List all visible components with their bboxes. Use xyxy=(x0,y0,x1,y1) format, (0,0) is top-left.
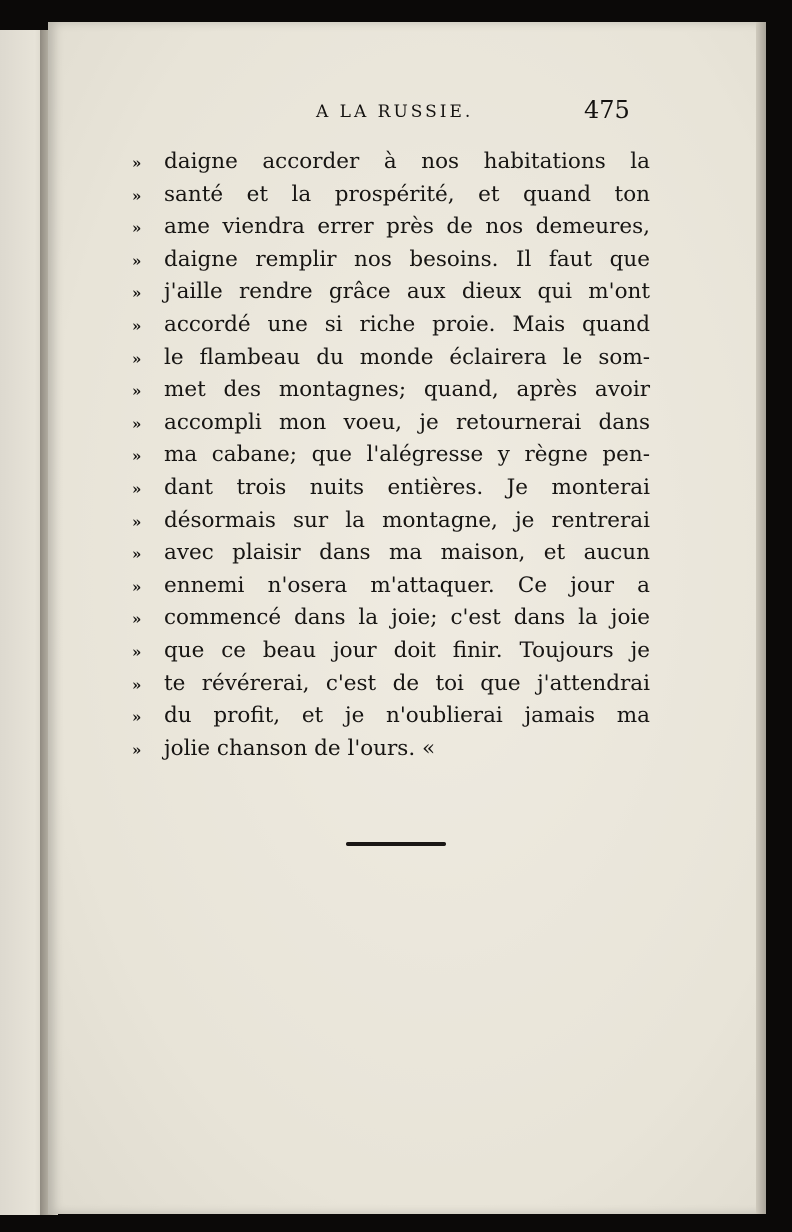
line-text: désormais sur la montagne, je rentrerai xyxy=(164,507,650,533)
text-line xyxy=(128,407,648,440)
text-line xyxy=(128,276,648,309)
quotation-mark: » xyxy=(132,414,142,433)
line-text: accordé une si riche proie. Mais quand xyxy=(164,311,650,337)
quotation-mark: » xyxy=(132,545,142,564)
line-text: ame viendra errer près de nos demeures, xyxy=(164,214,650,240)
quotation-mark: » xyxy=(132,186,142,205)
quotation-mark: » xyxy=(132,610,142,629)
text-line xyxy=(128,700,648,733)
quotation-mark: » xyxy=(132,284,142,303)
line-text: avec plaisir dans ma maison, et aucun xyxy=(164,540,650,566)
line-text: ma cabane; que l'alégresse y règne pen- xyxy=(164,442,650,468)
quotation-mark: » xyxy=(132,577,142,596)
quotation-mark: » xyxy=(132,219,142,238)
line-text: accompli mon voeu, je retournerai dans xyxy=(164,409,650,435)
quotation-mark: » xyxy=(132,349,142,368)
quotation-mark: » xyxy=(132,512,142,531)
body-text xyxy=(128,146,648,765)
page-number: 475 xyxy=(584,96,630,124)
quotation-mark: » xyxy=(132,251,142,270)
quotation-mark: » xyxy=(132,740,142,759)
running-head-title: A LA RUSSIE. xyxy=(316,102,474,122)
quotation-mark: » xyxy=(132,154,142,172)
text-line xyxy=(128,602,648,635)
line-text: du profit, et je n'oublierai jamais ma xyxy=(164,703,650,729)
quotation-mark: » xyxy=(132,675,142,694)
line-text: j'aille rendre grâce aux dieux qui m'ont xyxy=(164,279,650,305)
line-text: que ce beau jour doit finir. Toujours je xyxy=(164,637,650,663)
text-line xyxy=(128,668,648,701)
text-line xyxy=(128,211,648,244)
line-text: daigne accorder à nos habitations la xyxy=(164,149,650,174)
text-line xyxy=(128,244,648,277)
line-text: te révérerai, c'est de toi que j'attendrai xyxy=(164,670,650,696)
text-line xyxy=(128,635,648,668)
line-text: santé et la prospérité, et quand ton xyxy=(164,181,650,207)
running-head xyxy=(48,96,760,130)
quotation-mark: » xyxy=(132,642,142,661)
quotation-mark: » xyxy=(132,316,142,335)
line-text: met des montagnes; quand, après avoir xyxy=(164,377,650,403)
text-line xyxy=(128,146,648,179)
quotation-mark: » xyxy=(132,708,142,727)
text-line xyxy=(128,505,648,538)
text-line xyxy=(128,439,648,472)
quotation-mark: » xyxy=(132,447,142,466)
line-text: ennemi n'osera m'attaquer. Ce jour a xyxy=(164,572,650,598)
text-line xyxy=(128,179,648,212)
quotation-mark: » xyxy=(132,479,142,498)
text-line xyxy=(128,374,648,407)
text-line xyxy=(128,733,648,766)
line-text: dant trois nuits entières. Je monterai xyxy=(164,474,650,500)
text-line xyxy=(128,309,648,342)
text-line xyxy=(128,342,648,375)
line-text: le flambeau du monde éclairera le som- xyxy=(164,344,650,370)
quotation-mark: » xyxy=(132,382,142,401)
text-line xyxy=(128,537,648,570)
line-text: commencé dans la joie; c'est dans la joie xyxy=(164,605,650,631)
text-line xyxy=(128,472,648,505)
line-text: daigne remplir nos besoins. Il faut que xyxy=(164,246,650,272)
end-rule xyxy=(346,842,446,846)
line-text: jolie chanson de l'ours. « xyxy=(164,735,436,761)
text-line xyxy=(128,570,648,603)
right-page-edge xyxy=(756,22,766,1214)
